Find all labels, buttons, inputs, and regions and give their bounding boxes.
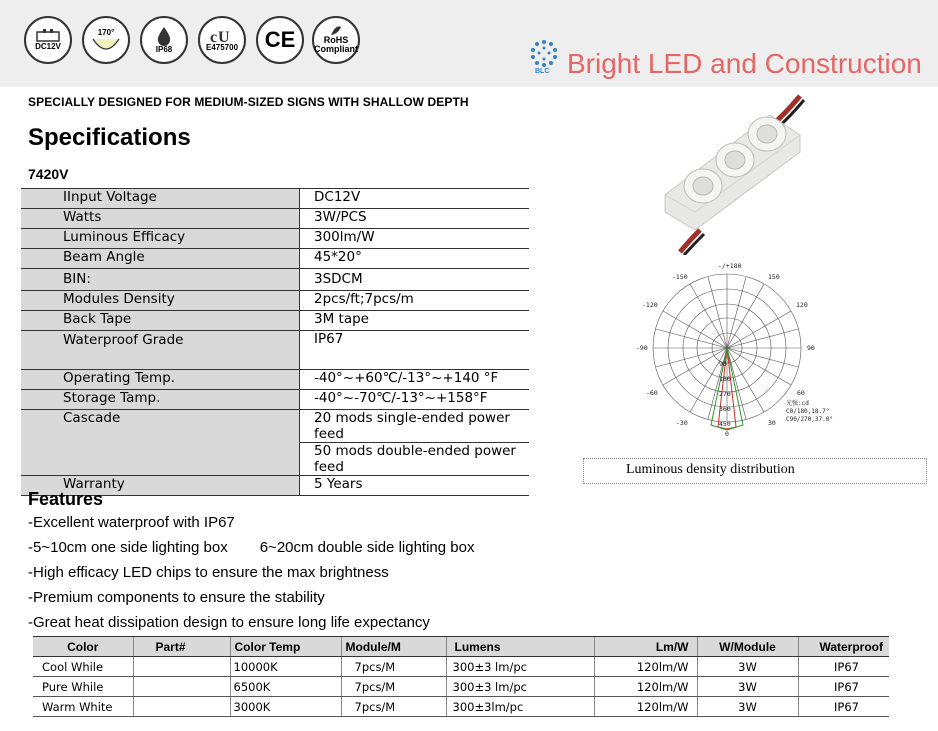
legend-entry: C0/180,18.7° <box>786 408 830 415</box>
spec-row: Waterproof Grade IP67 <box>21 331 529 370</box>
angle-label: 120 <box>796 301 808 309</box>
feature-item: -5~10cm one side lighting box 6~20cm double side lighting box <box>28 539 475 556</box>
rohs-icon: RoHS Compliant <box>312 16 360 64</box>
angle-label: -90 <box>636 344 648 352</box>
feature-item: -Excellent waterproof with IP67 <box>28 514 235 531</box>
ul-icon: c U E475700 <box>198 16 246 64</box>
feature-item: -Great heat dissipation design to ensure long life expectancy <box>28 614 430 631</box>
angle-label: -60 <box>646 389 658 397</box>
features-heading: Features <box>28 489 104 509</box>
legend-title: 光强:cd <box>786 400 809 407</box>
led-module-image <box>650 90 820 255</box>
spec-row: Warranty 5 Years <box>21 476 529 496</box>
spec-table <box>21 188 529 496</box>
models-table <box>33 636 889 717</box>
spec-row: Operating Temp. -40°~+60℃/-13°~+140 °F <box>21 370 529 390</box>
svg-text:c: c <box>210 28 218 44</box>
table-header-row: Color Part# Color Temp Module/M Lumens Lm/W W/Module Waterproof <box>33 637 889 657</box>
angle-label: 150 <box>768 273 780 281</box>
spec-row: Storage Tamp. -40°~-70℃/-13°~+158°F <box>21 390 529 410</box>
spec-row: 50 mods double-ended power feed <box>21 443 529 476</box>
radius-label: 180 <box>719 375 731 383</box>
angle-label: 60 <box>797 389 805 397</box>
subtitle: SPECIALLY DESIGNED FOR MEDIUM-SIZED SIGNS WITH SHALLOW DEPTH <box>28 95 469 109</box>
luminous-distribution-diagram <box>600 255 850 440</box>
beam-170-icon: 170° <box>82 16 130 64</box>
dc12v-plug-icon: DC12V <box>24 16 72 64</box>
spec-row: BIN: 3SDCM <box>21 269 529 291</box>
spec-row: IInput Voltage DC12V <box>21 189 529 209</box>
legend-entry: C90/270,37.0° <box>786 416 833 423</box>
brand-name: Bright LED and Construction <box>567 48 922 79</box>
spec-row: Luminous Efficacy 300lm/W <box>21 229 529 249</box>
radius-label: 360 <box>719 405 731 413</box>
ip68-drop-icon: IP68 <box>140 16 188 64</box>
spec-row: Modules Density 2pcs/ft;7pcs/m <box>21 291 529 311</box>
feature-item: -High efficacy LED chips to ensure the max brightness <box>28 564 389 581</box>
angle-label: -30 <box>676 419 688 427</box>
angle-label: -120 <box>642 301 658 309</box>
feature-item: -Premium components to ensure the stability <box>28 589 325 606</box>
spec-row: Beam Angle 45*20° <box>21 249 529 269</box>
table-row: Pure While 6500K 7pcs/M 300±3 lm/pc 120lm/W 3W IP67 <box>33 677 889 697</box>
radius-label: 270 <box>719 390 731 398</box>
angle-label: 90 <box>807 344 815 352</box>
table-row: Warm White 3000K 7pcs/M 300±3lm/pc 120lm/W 3W IP67 <box>33 697 889 717</box>
angle-label: -150 <box>672 273 688 281</box>
radius-label: 90 <box>719 360 727 368</box>
svg-text:U: U <box>218 28 230 44</box>
diagram-caption: Luminous density distribution <box>626 462 795 477</box>
model-number: 7420V <box>28 166 69 182</box>
spec-row: Back Tape 3M tape <box>21 311 529 331</box>
spec-row: Watts 3W/PCS <box>21 209 529 229</box>
angle-label: 0 <box>725 430 729 438</box>
angle-label: 30 <box>768 419 776 427</box>
logo-text: BLC <box>535 68 550 75</box>
radius-label: 450 <box>719 420 731 428</box>
specifications-heading: Specifications <box>28 124 191 151</box>
spec-row: Cascade 20 mods single-ended power feed <box>21 410 529 443</box>
angle-label: -/+180 <box>718 262 742 270</box>
table-row: Cool While 10000K 7pcs/M 300±3 lm/pc 120lm/W 3W IP67 <box>33 657 889 677</box>
ce-icon: CE <box>256 16 304 64</box>
